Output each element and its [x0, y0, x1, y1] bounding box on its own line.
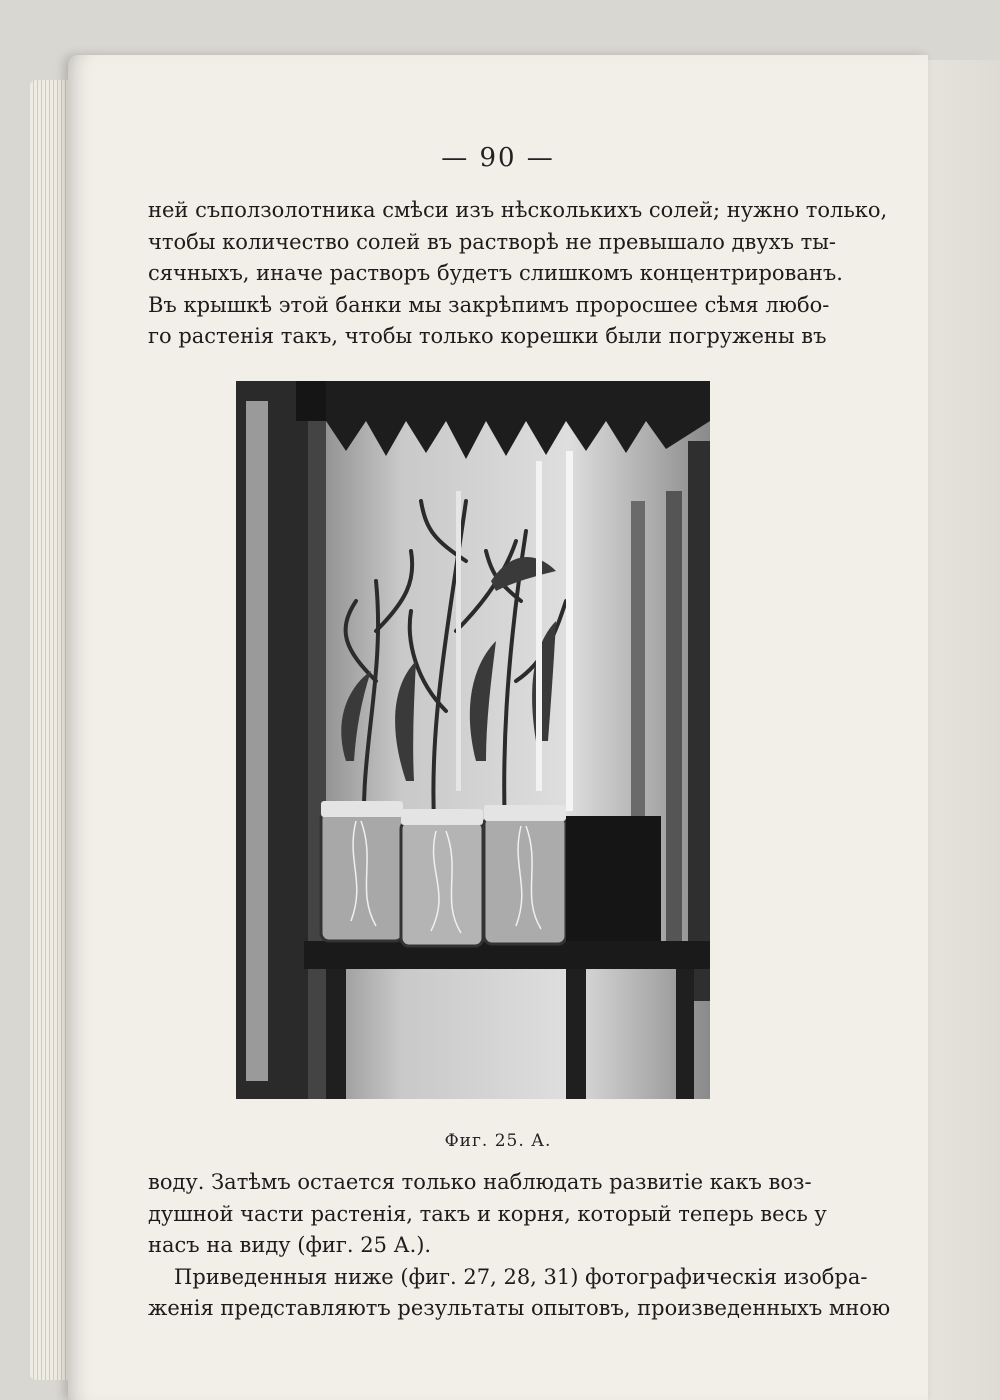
bottom-paragraph	[148, 1167, 891, 1325]
text-line: женія представляютъ результаты опытовъ, произведенныхъ мною	[148, 1296, 891, 1320]
text-line: го растенія такъ, чтобы только корешки были погружены въ	[148, 324, 827, 348]
text-line: сячныхъ, иначе растворъ будетъ слишкомъ концентрированъ.	[148, 261, 843, 285]
figure-caption: Фиг. 25. А.	[444, 1131, 552, 1151]
book-page	[68, 55, 928, 1400]
text-line: Въ крышкѣ этой банки мы закрѣпимъ проросшее сѣмя любо-	[148, 292, 830, 317]
text-line: ней съползолотника смѣси изъ нѣсколькихъ солей; нужно только,	[148, 198, 888, 222]
top-paragraph	[148, 195, 888, 353]
plant-photograph	[236, 381, 710, 1099]
text-line: Приведенныя ниже (фиг. 27, 28, 31) фотографическія изобра-	[174, 1264, 868, 1289]
text-line: насъ на виду (фиг. 25 А.).	[148, 1233, 432, 1257]
photo-illustration	[236, 381, 710, 1099]
facing-page-edge	[928, 60, 1000, 1400]
text-line: воду. Затѣмъ остается только наблюдать развитіе какъ воз-	[148, 1170, 812, 1194]
text-line: чтобы количество солей въ растворѣ не превышало двухъ ты-	[148, 229, 837, 254]
page-number: — 90 —	[441, 143, 555, 173]
text-line: душной части растенія, такъ и корня, который теперь весь у	[148, 1201, 827, 1226]
